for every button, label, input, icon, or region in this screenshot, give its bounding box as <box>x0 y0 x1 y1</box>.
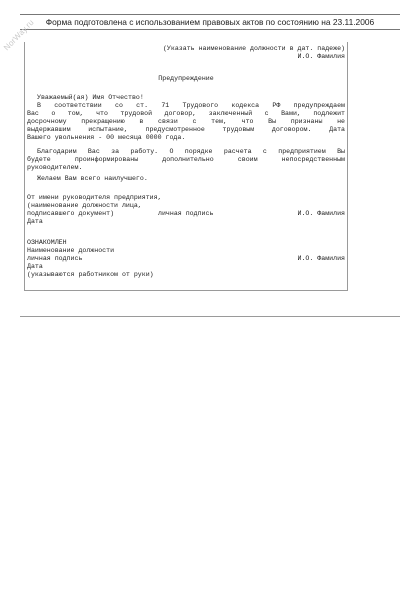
para1-line: В соответствии со ст. 71 Трудового кодекса РФ предупреждаем <box>37 102 345 109</box>
document-title: Предупреждение <box>158 75 214 82</box>
addressee-name: И.О. Фамилия <box>297 53 345 60</box>
para2-line: Благодарим Вас за работу. О порядке расчета с предприятием Вы <box>37 148 345 155</box>
para2-line: будете проинформированы дополнительно своим непосредственным <box>27 156 345 163</box>
greeting: Уважаемый(ая) Имя Отчество! <box>37 94 144 101</box>
warning-document <box>24 42 348 291</box>
ack-position-label: Наименование должности <box>27 247 115 254</box>
closing-wishes: Желаем Вам всего наилучшего. <box>37 175 148 182</box>
para1-line: Вас о том, что трудовой договор, заключенный с Вами, подлежит <box>27 110 345 117</box>
signer-name: И.О. Фамилия <box>297 210 345 217</box>
footer-divider <box>20 316 400 317</box>
acknowledged-title: ОЗНАКОМЛЕН <box>27 239 67 246</box>
ack-name: И.О. Фамилия <box>297 255 345 262</box>
watermark-text: NorWay.ru <box>2 17 36 53</box>
from-line: От имени руководителя предприятия, <box>27 194 162 201</box>
ack-note: (указываются работником от руки) <box>27 271 154 278</box>
para2-line: руководителем. <box>27 164 83 171</box>
header-text: Форма подготовлена с использованием правовых актов по состоянию на 23.11.2006 <box>45 17 375 27</box>
ack-date-label: Дата <box>27 263 43 270</box>
para1-line: досрочному прекращению в связи с тем, что Вы признаны не <box>27 118 345 125</box>
signature-label: личная подпись <box>158 210 214 217</box>
date-label: Дата <box>27 218 43 225</box>
from-line: (наименование должности лица, <box>27 202 142 209</box>
from-line: подписавшего документ) <box>27 210 115 217</box>
ack-signature-label: личная подпись <box>27 255 83 262</box>
para1-line: Вашего увольнения - 00 месяца 0000 года. <box>27 134 186 141</box>
addressee-note: (Указать наименование должности в дат. падеже) <box>162 45 345 52</box>
form-source-header <box>20 14 400 30</box>
para1-line: выдержавшим испытание, предусмотренное трудовым договором. Дата <box>27 126 345 133</box>
